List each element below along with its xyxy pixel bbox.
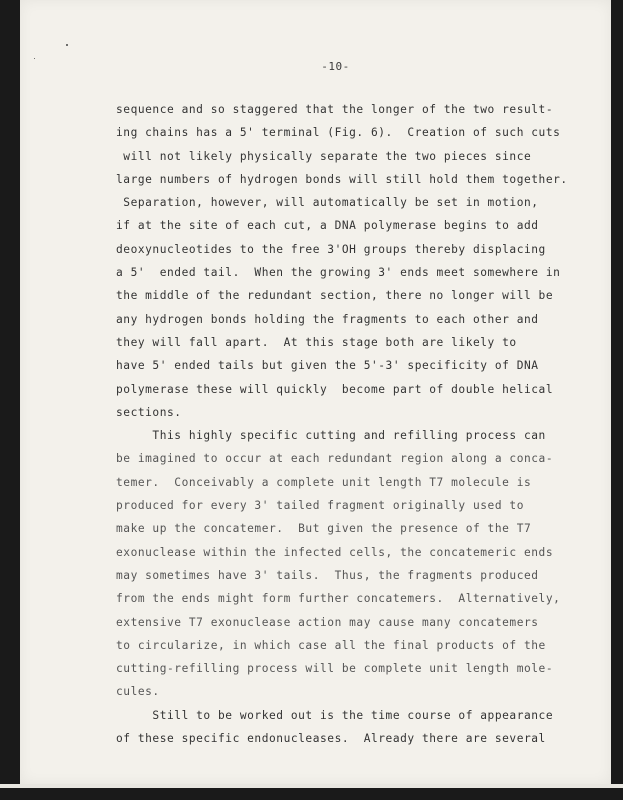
text-line: polymerase these will quickly become part of double helical bbox=[116, 382, 554, 396]
body-text bbox=[116, 98, 576, 750]
text-line: Still to be worked out is the time course of appearance bbox=[116, 708, 554, 722]
text-line: a 5' ended tail. When the growing 3' ends meet somewhere in bbox=[116, 266, 561, 280]
ink-speck bbox=[34, 58, 35, 59]
text-line: cutting-refilling process will be complete unit length mole- bbox=[116, 662, 554, 676]
text-line: the middle of the redundant section, there no longer will be bbox=[116, 289, 554, 303]
text-line: may sometimes have 3' tails. Thus, the fragments produced bbox=[116, 568, 539, 582]
text-line: have 5' ended tails but given the 5'-3' specificity of DNA bbox=[116, 359, 539, 373]
text-line: large numbers of hydrogen bonds will still hold them together. bbox=[116, 172, 568, 186]
text-line: sections. bbox=[116, 405, 182, 419]
ink-speck bbox=[66, 44, 68, 46]
text-line: extensive T7 exonuclease action may cause many concatemers bbox=[116, 615, 539, 629]
text-line: make up the concatemer. But given the presence of the T7 bbox=[116, 522, 532, 536]
text-line: deoxynucleotides to the free 3'OH groups thereby displacing bbox=[116, 242, 546, 256]
text-line: cules. bbox=[116, 685, 160, 699]
page-bottom-edge bbox=[0, 784, 623, 788]
text-line: be imagined to occur at each redundant region along a conca- bbox=[116, 452, 554, 466]
text-line: any hydrogen bonds holding the fragments to each other and bbox=[116, 312, 539, 326]
text-line: sequence and so staggered that the longer of the two result- bbox=[116, 103, 554, 116]
text-line: temer. Conceivably a complete unit length T7 molecule is bbox=[116, 475, 532, 489]
text-line: if at the site of each cut, a DNA polymerase begins to add bbox=[116, 219, 539, 233]
text-line: to circularize, in which case all the final products of the bbox=[116, 638, 546, 652]
text-line: exonuclease within the infected cells, the concatemeric ends bbox=[116, 545, 554, 559]
text-line: of these specific endonucleases. Already there are several bbox=[116, 732, 546, 746]
page-number: -10- bbox=[321, 60, 350, 73]
text-line: will not likely physically separate the two pieces since bbox=[116, 149, 532, 163]
text-line: produced for every 3' tailed fragment originally used to bbox=[116, 499, 524, 513]
paper-sheet bbox=[20, 0, 611, 784]
text-line: This highly specific cutting and refilling process can bbox=[116, 429, 546, 443]
text-line: from the ends might form further concatemers. Alternatively, bbox=[116, 592, 561, 606]
text-line: ing chains has a 5' terminal (Fig. 6). Creation of such cuts bbox=[116, 126, 561, 140]
text-line: they will fall apart. At this stage both are likely to bbox=[116, 335, 517, 349]
text-line: Separation, however, will automatically be set in motion, bbox=[116, 196, 539, 210]
